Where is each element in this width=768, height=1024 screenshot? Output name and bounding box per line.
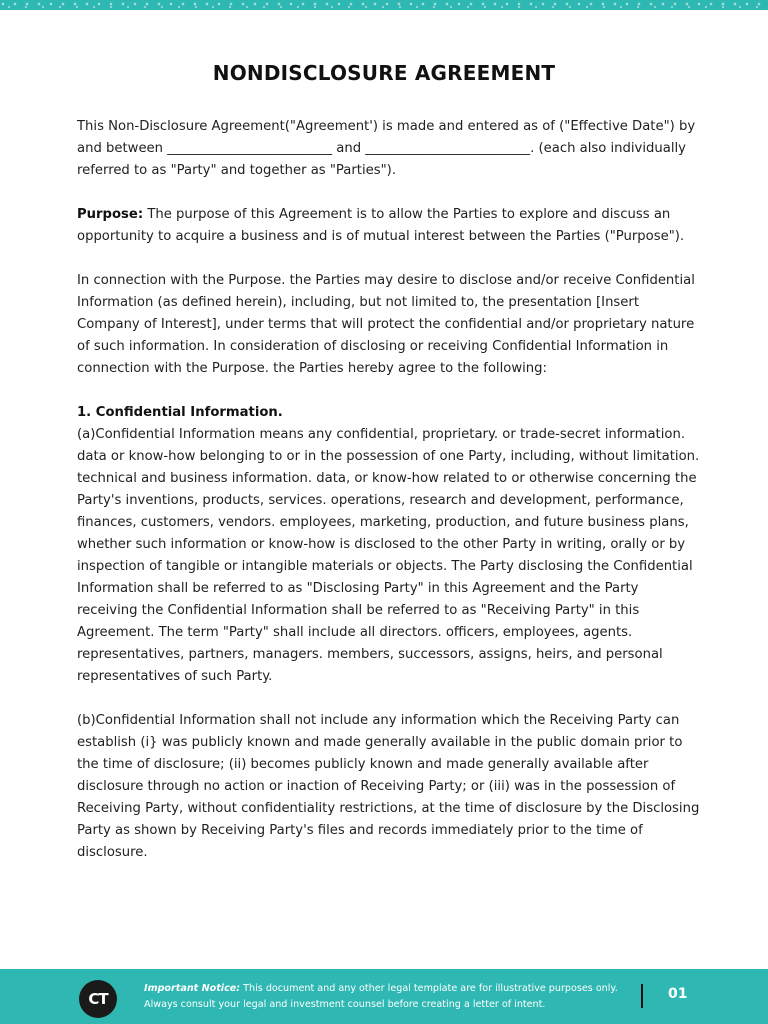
notice-label: Important Notice:: [144, 983, 241, 994]
notice-text: This document and any other legal template are for illustrative purposes only. Always consult your legal and investment counsel before creating a letter of intent.: [144, 983, 618, 1010]
section-1b-paragraph: (b)Confidential Information shall not include any information which the Receiving Party can establish (i} was publicly known and made generally available in the public domain prior to the time of disclosure; (ii) becomes publicly known and made generally available after disclosure through no action or inaction of Receiving Party; or (iii) was in the possession of Receiving Party, without confidentiality restrictions, at the time of disclosure by the Disclosing Party as shown by Receiving Party's files and records immediately prior to the time of disclosure.: [77, 713, 700, 860]
top-decorative-band: [0, 0, 768, 10]
important-notice: [144, 981, 634, 1013]
section-1a-paragraph: (a)Confidential Information means any confidential, proprietary. or trade-secret information. data or know-how belonging to or in the possession of one Party, including, without limitation. technical and business information. data, or know-how related to or otherwise concerning the Party's inventions, products, services. operations, research and development, performance, finances, customers, vendors. employees, marketing, production, and future business plans, whether such information or know-how is disclosed to the other Party in writing, orally or by inspection of tangible or intangible materials or objects. The Party disclosing the Confidential Information shall be referred to as "Disclosing Party" in this Agreement and the Party receiving the Confidential Information shall be referred to as "Receiving Party" in this Agreement. The term "Party" shall include all directors. officers, employees, agents. representatives, partners, managers. members, successors, assigns, heirs, and personal representatives of such Party.: [77, 427, 700, 684]
document-body: [77, 116, 701, 886]
document-title: NONDISCLOSURE AGREEMENT: [212, 61, 556, 85]
connection-paragraph: In connection with the Purpose. the Parties may desire to disclose and/or receive Confidential Information (as defined herein), including, but not limited to, the presentation [Insert Company of Interest], under terms that will protect the confidential and/or proprietary nature of such information. In consideration of disclosing or receiving Confidential Information in connection with the Purpose. the Parties hereby agree to the following:: [77, 273, 695, 376]
purpose-label: Purpose:: [77, 207, 144, 222]
purpose-paragraph: [77, 204, 701, 248]
company-logo: CT: [79, 980, 117, 1018]
page-number: 01: [668, 986, 688, 1002]
footer-bar: [0, 969, 768, 1024]
section-1-heading: 1. Confidential Information.: [77, 405, 283, 420]
purpose-text: The purpose of this Agreement is to allow the Parties to explore and discuss an opportunity to acquire a business and is of mutual interest between the Parties ("Purpose").: [77, 207, 685, 244]
footer-divider: [641, 984, 643, 1008]
intro-paragraph: This Non-Disclosure Agreement("Agreement') is made and entered as of ("Effective Date") by and between _________________________ and _________________________. (each also individually referred to as "Party" and together as "Parties").: [77, 119, 696, 178]
